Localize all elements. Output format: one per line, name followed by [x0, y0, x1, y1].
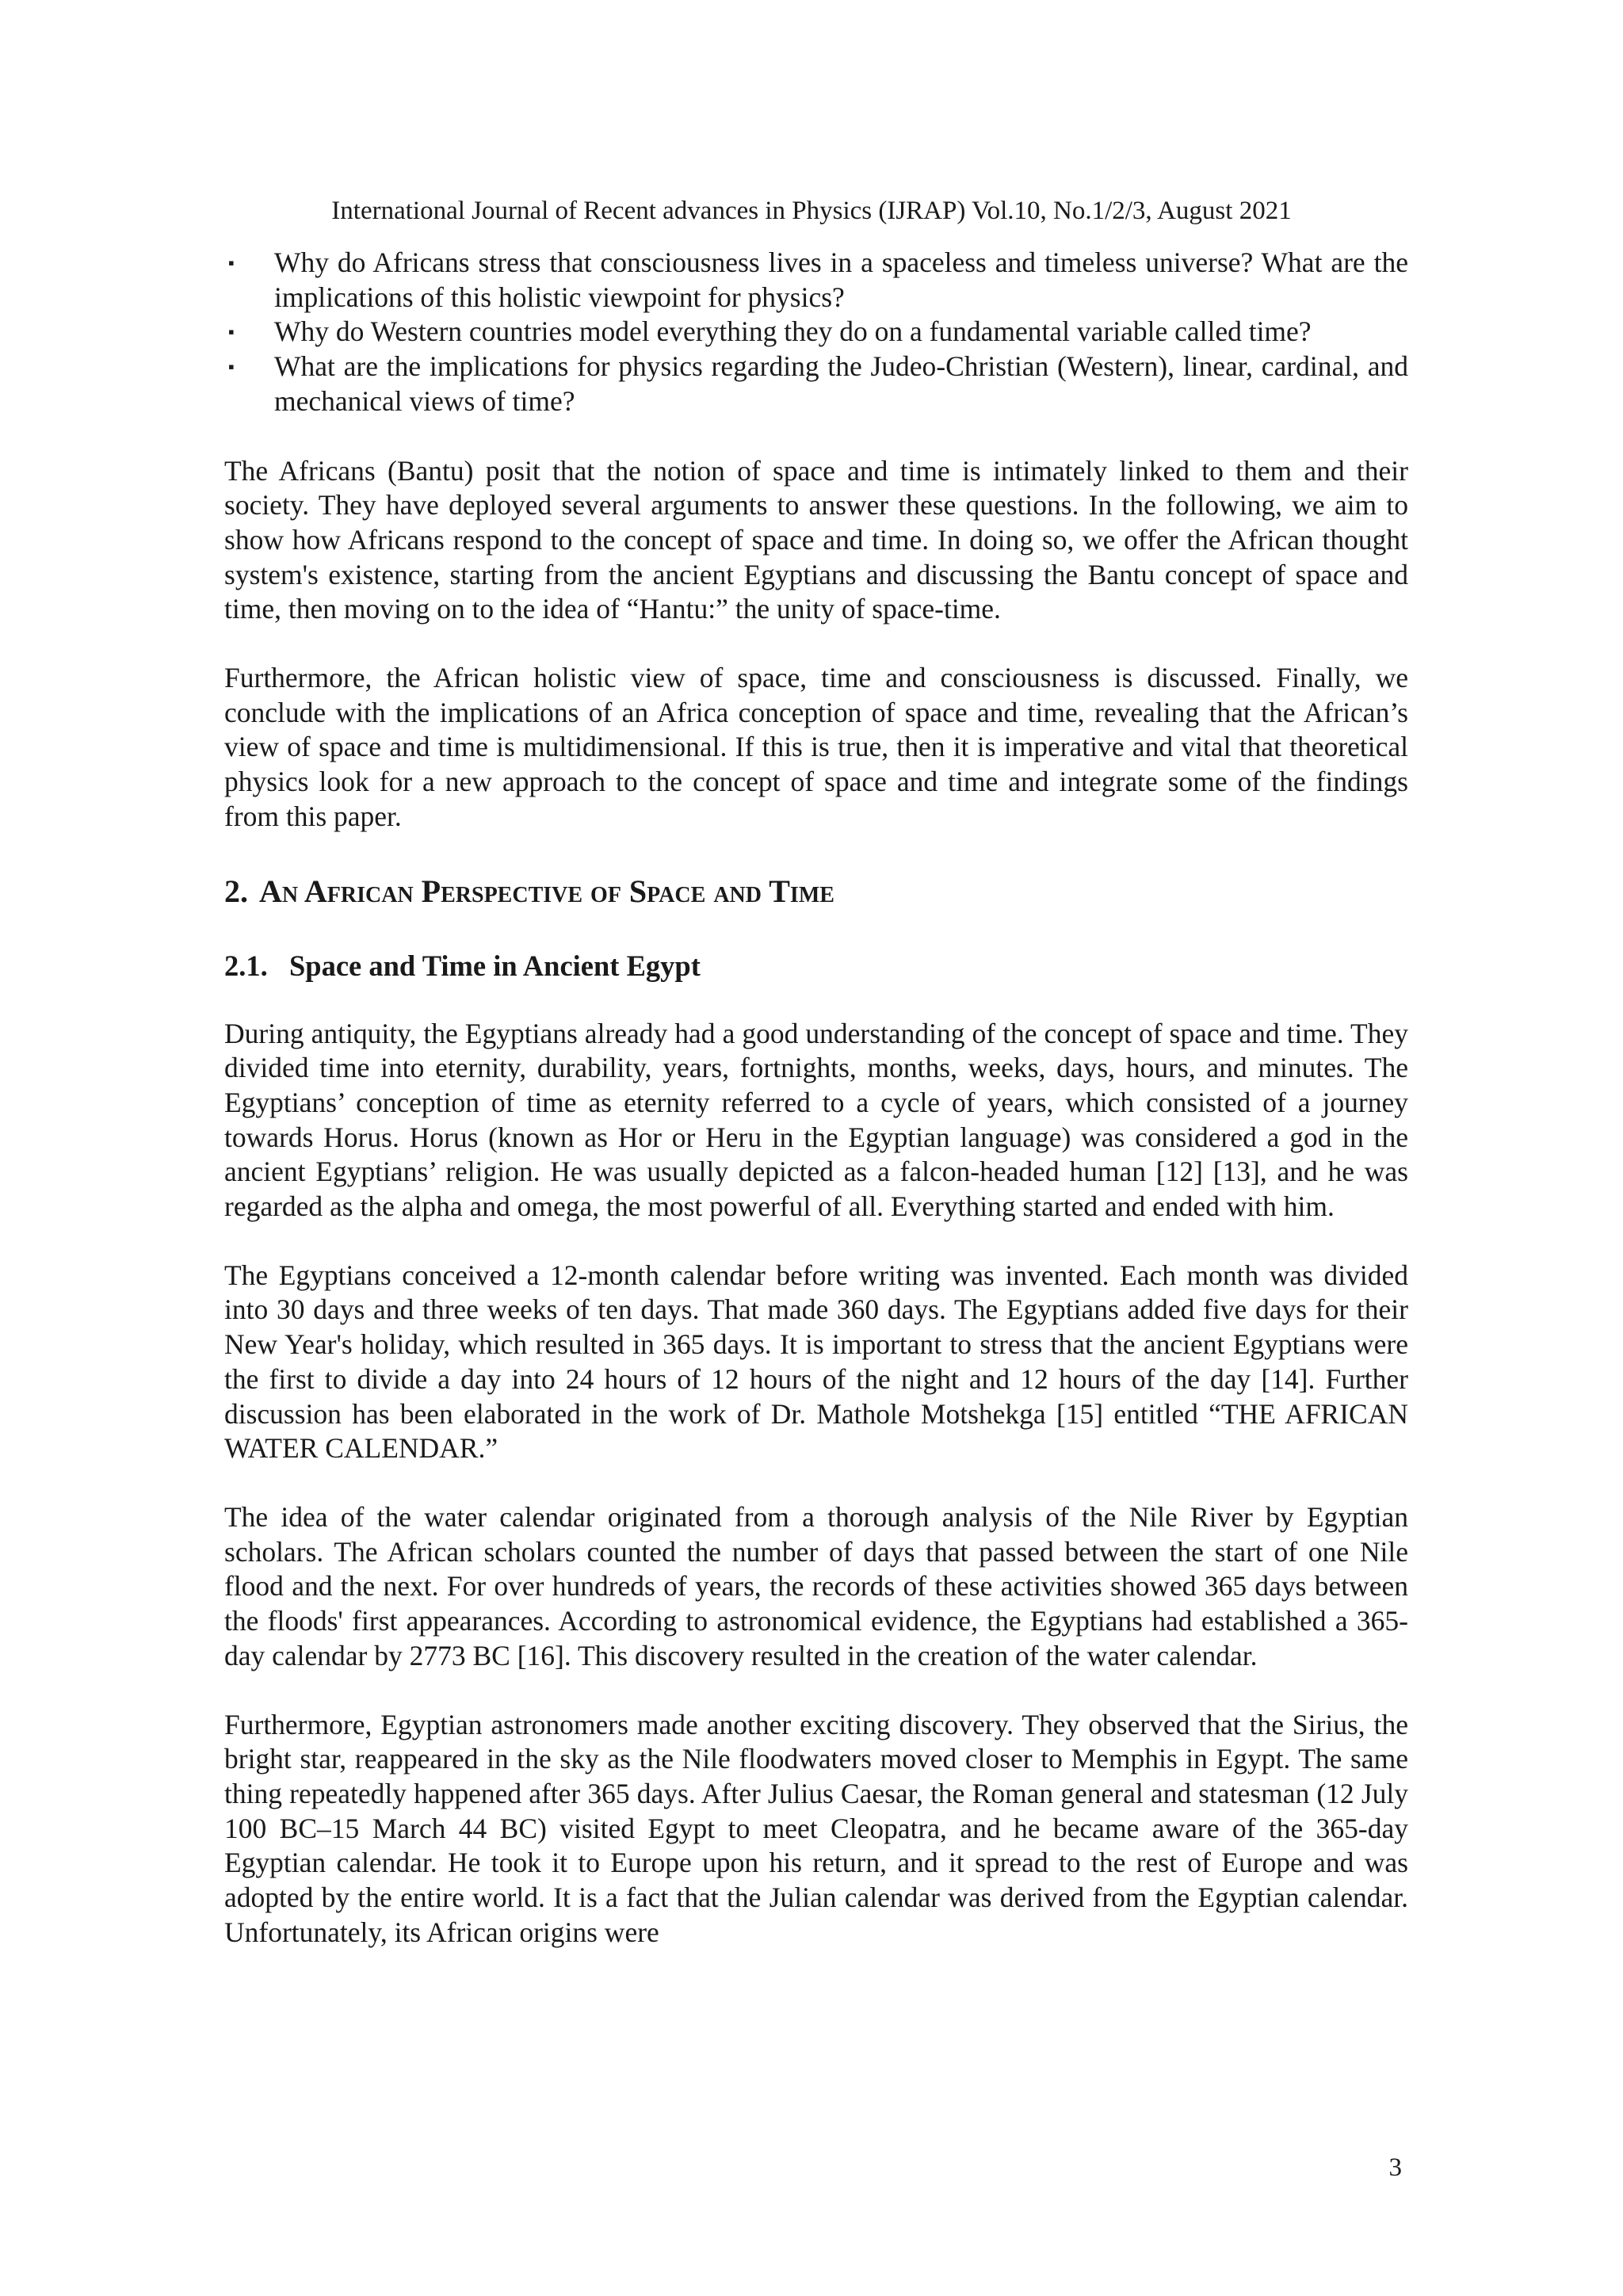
- list-item: [224, 315, 1408, 350]
- square-bullet-icon: ▪: [228, 357, 235, 377]
- list-item-text: What are the implications for physics regarding the Judeo-Christian (Western), linear, cardinal, and mechanical views of time?: [274, 350, 1408, 417]
- paragraph: The Africans (Bantu) posit that the notion of space and time is intimately linked to them and their society. They have deployed several arguments to answer these questions. In the following, we aim to show how Africans respond to the concept of space and time. In doing so, we offer the African thought system's existence, starting from the ancient Egyptians and discussing the Bantu concept of space and time, then moving on to the idea of “Hantu:” the unity of space-time.: [224, 454, 1408, 625]
- question-list: [224, 246, 1408, 419]
- square-bullet-icon: ▪: [228, 253, 235, 273]
- section-number: 2.: [224, 873, 248, 909]
- running-header: International Journal of Recent advances in Physics (IJRAP) Vol.10, No.1/2/3, August 2021: [331, 197, 1292, 225]
- list-item-text: Why do Western countries model everything they do on a fundamental variable called time?: [274, 315, 1312, 348]
- subsection-heading: [224, 949, 1408, 984]
- section-title: An African Perspective of Space and Time: [259, 873, 834, 909]
- section-heading: [224, 873, 1408, 911]
- subsection-title: Space and Time in Ancient Egypt: [289, 949, 701, 982]
- paragraph: The Egyptians conceived a 12-month calendar before writing was invented. Each month was divided into 30 days and three weeks of ten days. That made 360 days. The Egyptians added five days for their New Year's holiday, which resulted in 365 days. It is important to stress that the ancient Egyptians were the first to divide a day into 24 hours of 12 hours of the night and 12 hours of the day [14]. Further discussion has been elaborated in the work of Dr. Mathole Motshekga [15] entitled “THE AFRICAN WATER CALENDAR.”: [224, 1259, 1408, 1465]
- subsection-number: 2.1.: [224, 949, 268, 982]
- paragraph: Furthermore, Egyptian astronomers made another exciting discovery. They observed that the Sirius, the bright star, reappeared in the sky as the Nile floodwaters moved closer to Memphis in Egypt. The same thing repeatedly happened after 365 days. After Julius Caesar, the Roman general and statesman (12 July 100 BC–15 March 44 BC) visited Egypt to meet Cleopatra, and he became aware of the 365-day Egyptian calendar. He took it to Europe upon his return, and it spread to the rest of Europe and was adopted by the entire world. It is a fact that the Julian calendar was derived from the Egyptian calendar. Unfortunately, its African origins were: [224, 1708, 1408, 1948]
- square-bullet-icon: ▪: [228, 322, 235, 342]
- paragraph: The idea of the water calendar originated from a thorough analysis of the Nile River by Egyptian scholars. The African scholars counted the number of days that passed between the start of one Nile flood and the next. For over hundreds of years, the records of these activities showed 365 days between the floods' first appearances. According to astronomical evidence, the Egyptians had established a 365-day calendar by 2773 BC [16]. This discovery resulted in the creation of the water calendar.: [224, 1500, 1408, 1671]
- list-item: [224, 350, 1408, 418]
- paragraph: During antiquity, the Egyptians already had a good understanding of the concept of space and time. They divided time into eternity, durability, years, fortnights, months, weeks, days, hours, and minutes. The Egyptians’ conception of time as eternity referred to a cycle of years, which consisted of a journey towards Horus. Horus (known as Hor or Heru in the Egyptian language) was considered a god in the ancient Egyptians’ religion. He was usually depicted as a falcon-headed human [12] [13], and he was regarded as the alpha and omega, the most powerful of all. Everything started and ended with him.: [224, 1017, 1408, 1223]
- list-item-text: Why do Africans stress that consciousness lives in a spaceless and timeless universe? What are the implications of this holistic viewpoint for physics?: [274, 246, 1408, 313]
- paragraph: Furthermore, the African holistic view of space, time and consciousness is discussed. Finally, we conclude with the implications of an Africa conception of space and time, revealing that the African’s view of space and time is multidimensional. If this is true, then it is imperative and vital that theoretical physics look for a new approach to the concept of space and time and integrate some of the findings from this paper.: [224, 662, 1408, 832]
- page-number: 3: [1388, 2153, 1402, 2182]
- list-item: [224, 246, 1408, 315]
- page-content: [224, 246, 1408, 1984]
